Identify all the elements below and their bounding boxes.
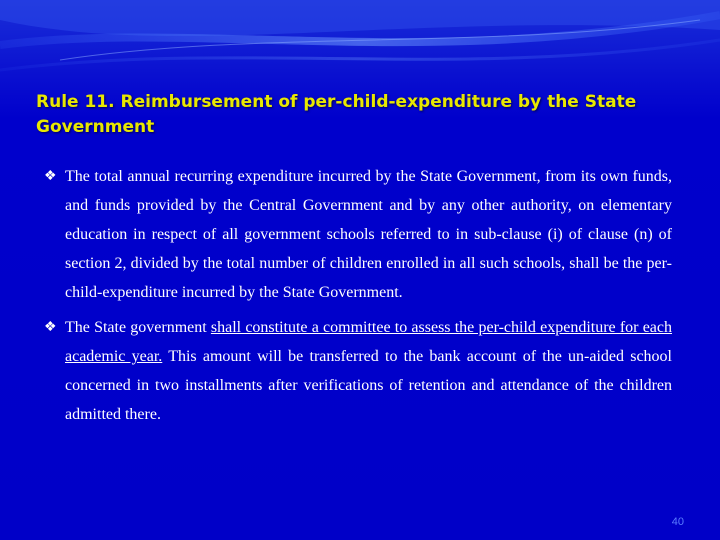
page-number: 40 (671, 516, 684, 528)
bullet-text-2-underlined: shall constitute a committee to assess the per-child expenditure for each academic year. (65, 319, 673, 365)
slide-title: Rule 11. Reimbursement of per-child-expenditure by the State Government (36, 92, 637, 137)
bullet-text-2-pre: The State government (65, 319, 211, 336)
bullet-item-1 (44, 162, 672, 307)
bullet-item-2 (44, 313, 672, 429)
scroll-bullet-icon: ❖ (44, 169, 57, 184)
bullet-text-1: The total annual recurring expenditure incurred by the State Government, from its own funds, and funds provided by the Central Government and by any other authority, on elementary education in respect of all government schools referred to in sub-clause (i) of clause (n) of section 2, divided by the total number of children enrolled in all such schools, shall be the per-child-expenditure incurred by the State Government. (65, 168, 672, 301)
bullet-text-2-post: This amount will be transferred to the bank account of the un-aided school concerned in two installments after verifications of retention and attendance of the children admitted there. (65, 348, 672, 423)
slide-body (44, 162, 672, 435)
scroll-bullet-icon: ❖ (44, 320, 57, 335)
